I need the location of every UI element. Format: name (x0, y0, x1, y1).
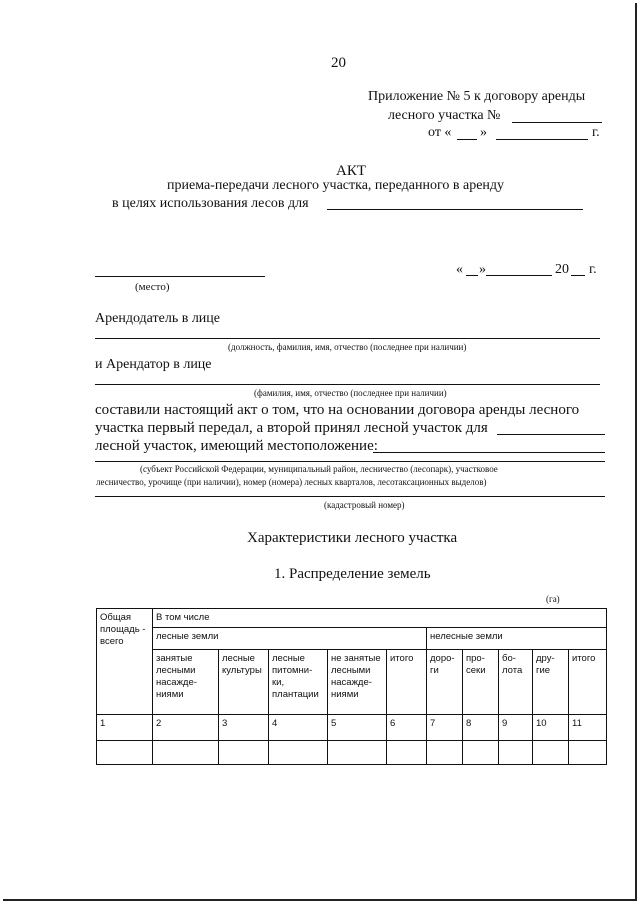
date-year-suffix: г. (589, 262, 597, 277)
date-year-line (571, 275, 585, 276)
contract-number-line (512, 122, 602, 123)
col-header: лесные культуры (219, 649, 269, 714)
col-header: не занятые лесными насажде- ниями (328, 649, 387, 714)
act-subtitle-2: в целях использования лесов для (112, 196, 309, 211)
day-line (457, 139, 477, 140)
table-number-row (97, 715, 607, 740)
location-line-1 (373, 452, 605, 453)
cadastral-caption: (кадастровый номер) (324, 500, 405, 510)
lessor-caption: (должность, фамилия, имя, отчество (последнее при наличии) (228, 342, 467, 352)
act-subtitle-1: приема-передачи лесного участка, переданного в аренду (167, 178, 505, 193)
location-caption-2: лесничество, урочище (при наличии), номер (номера) лесных кварталов, лесотаксационных выделов) (96, 477, 487, 487)
table-header-row-1 (97, 609, 607, 628)
col-number: 5 (328, 715, 387, 740)
act-title: АКТ (336, 163, 366, 179)
empty-cell (569, 740, 607, 765)
lessor-line (95, 338, 600, 339)
table-empty-row (97, 740, 607, 765)
date-day-line (466, 275, 478, 276)
empty-cell (499, 740, 533, 765)
location-caption-1: (субъект Российской Федерации, муниципальный район, лесничество (лесопарк), участковое (140, 464, 498, 474)
col-number: 1 (97, 715, 153, 740)
body-line-3: лесной участок, имеющий местоположение: (95, 438, 378, 454)
place-caption: (место) (135, 281, 170, 293)
purpose-line (327, 209, 583, 210)
empty-cell (533, 740, 569, 765)
table-header-row-3 (97, 649, 607, 714)
col-header: лесные питомни- ки, плантации (269, 649, 328, 714)
col-header: занятые лесными насажде- ниями (153, 649, 219, 714)
empty-cell (463, 740, 499, 765)
col-number: 11 (569, 715, 607, 740)
col-number: 10 (533, 715, 569, 740)
location-line-2 (95, 461, 605, 462)
empty-cell (153, 740, 219, 765)
date-month-line (486, 275, 552, 276)
section-title: Характеристики лесного участка (247, 530, 458, 546)
lessee-line (95, 384, 600, 385)
col-header: доро- ги (427, 649, 463, 714)
body-line-2: участка первый передал, а второй принял лесной участок для (95, 420, 488, 436)
col-header: бо- лота (499, 649, 533, 714)
col-header: итого (387, 649, 427, 714)
date-year-prefix: 20 (555, 262, 569, 277)
empty-cell (269, 740, 328, 765)
col-header: дру- гие (533, 649, 569, 714)
place-line (95, 276, 265, 277)
subsection-title: 1. Распределение земель (274, 566, 431, 582)
empty-cell (427, 740, 463, 765)
appendix-year: г. (592, 125, 600, 140)
body-line-1: составили настоящий акт о том, что на основании договора аренды лесного (95, 402, 580, 418)
col-number: 7 (427, 715, 463, 740)
header-total-area: Общая площадь - всего (97, 609, 153, 715)
col-number: 3 (219, 715, 269, 740)
page-number: 20 (331, 55, 346, 71)
col-header: итого (569, 649, 607, 714)
lessee-label: и Арендатор в лице (95, 357, 212, 372)
col-number: 4 (269, 715, 328, 740)
col-header: про- секи (463, 649, 499, 714)
lessor-label: Арендодатель в лице (95, 311, 221, 326)
purpose-line-2 (497, 434, 605, 435)
appendix-quote: » (480, 125, 487, 140)
empty-cell (387, 740, 427, 765)
col-number: 8 (463, 715, 499, 740)
cadastral-line (95, 496, 605, 497)
land-distribution-table (96, 608, 607, 765)
col-number: 6 (387, 715, 427, 740)
appendix-line2: лесного участка № (388, 108, 501, 123)
appendix-line1: Приложение № 5 к договору аренды (368, 89, 586, 104)
date-open-quote: « (456, 262, 463, 277)
col-number: 9 (499, 715, 533, 740)
header-including: В том числе (153, 609, 607, 628)
lessee-caption: (фамилия, имя, отчество (последнее при наличии) (254, 388, 447, 398)
date-close-quote: » (479, 262, 486, 277)
unit-label: (га) (546, 594, 560, 604)
col-number: 2 (153, 715, 219, 740)
header-forest-lands: лесные земли (153, 628, 427, 649)
table-header-row-2 (97, 628, 607, 649)
appendix-from: от « (428, 125, 452, 140)
header-nonforest-lands: нелесные земли (427, 628, 607, 649)
empty-cell (97, 740, 153, 765)
empty-cell (328, 740, 387, 765)
empty-cell (219, 740, 269, 765)
month-line (496, 139, 588, 140)
